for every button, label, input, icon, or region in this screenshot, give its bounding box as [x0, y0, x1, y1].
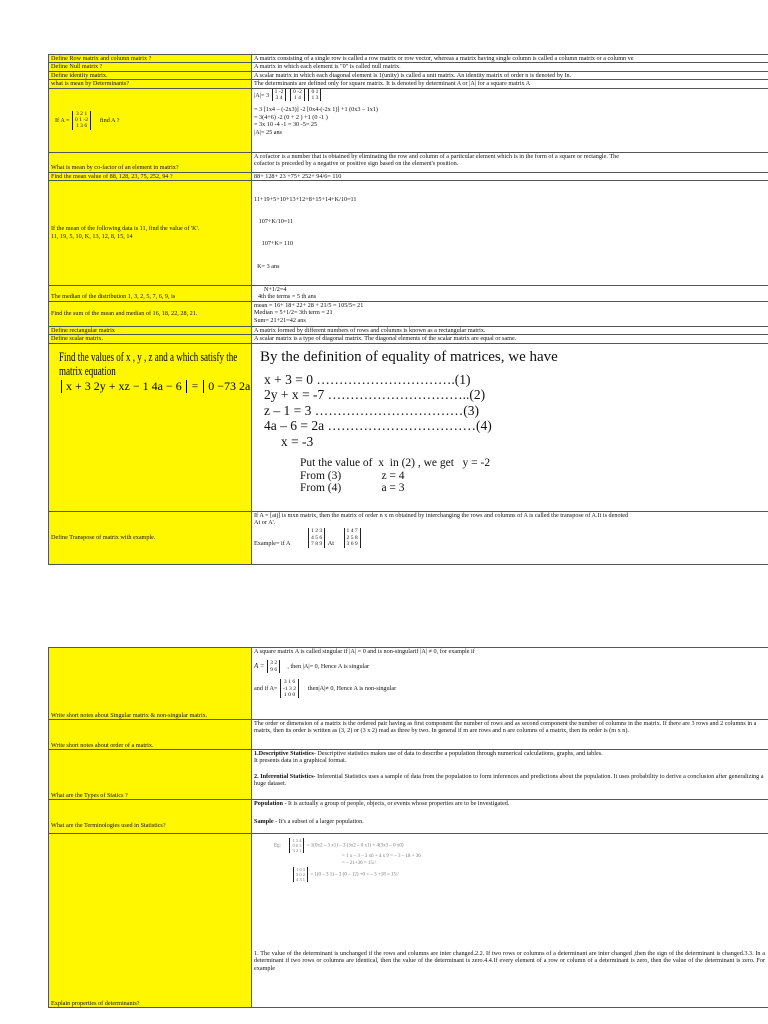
answer-text: |A|= 3 [254, 91, 270, 99]
question-text: Define scalar matrix. [51, 335, 104, 343]
question-cell[interactable] [49, 172, 252, 180]
matrix-row: 1 4 7 [346, 528, 358, 535]
answer-cell[interactable] [252, 88, 768, 152]
question-text: Define identity matrix. [51, 71, 108, 79]
question-text: Find the mean value of 88, 128, 23, 75, 252, 94 ? [51, 172, 173, 180]
answer-text: The determinants are defined only for square matrix. It is denoted by determinant A or |A| for a square matrix A [254, 80, 531, 88]
minor-matrix [308, 89, 321, 102]
qa-table-bottom [48, 647, 768, 1008]
question-text: matrix equation [59, 363, 116, 378]
answer-text: = 3x 10 -4 -1 = 30 -5= 25 [254, 121, 318, 129]
answer-text: If A = [aij] is mxn matrix, then the matrix of order n x m obtained by interchanging the rows and columns of A is called the transpose of A.It is denoted [254, 511, 629, 519]
answer-text: K= 3 ans [254, 262, 280, 270]
question-cell[interactable] [49, 720, 252, 750]
question-text: Write short notes about Singular matrix & non-singular matrix. [51, 711, 208, 719]
answer-text: - Descriptive statistics makes use of data to describe a population through numerical calculations, graphs, and tables. [313, 750, 603, 757]
answer-text: = 1(0 – 3 1) – 3 (0 – 12) +0 = – 3 +18 = 15// [310, 872, 399, 878]
answer-text: cofactor is preceded by a negative or positive sign based on the element's position. [254, 160, 459, 168]
matrix-row: 0 1 -2 [75, 116, 89, 123]
question-text: find A ? [99, 116, 120, 124]
answer-text: Sum= 21+21=42 ans [254, 316, 306, 324]
answer-text: Eg: [274, 843, 281, 849]
answer-cell[interactable] [252, 648, 768, 720]
answer-cell[interactable] [252, 181, 768, 286]
answer-text: = 3 [1x4 – (-2x3)] -2 [0x4-(-2x 1)] +1 (0x3 – 1x1) [254, 106, 378, 114]
answer-text: At [327, 540, 334, 548]
matrix-row: 2 5 8 [346, 534, 358, 541]
question-cell[interactable] [49, 181, 252, 286]
answer-cell[interactable] [252, 511, 768, 564]
matrix-row: 0 1 [311, 88, 319, 95]
matrix-a [72, 111, 91, 130]
matrix-row: 3 2a [229, 378, 251, 393]
term-label: 2. Inferential Statistics- [254, 772, 316, 780]
term-label: Population [254, 800, 283, 807]
question-cell[interactable] [49, 750, 252, 800]
answer-text: Inferential Statistics uses a sample of data from the population to form inferences and predictions about the population. It uses probability to derive a conclusion after generalizing a huge dataset. [254, 772, 764, 788]
answer-text: From (3) z = 4 [300, 469, 405, 482]
question-text: What are the Terminologies used in Statistics? [51, 821, 166, 829]
question-cell[interactable] [49, 834, 252, 1008]
matrix-row: x + 3 2y + x [66, 378, 125, 393]
question-text: Write short notes about order of a matrix. [51, 741, 154, 749]
table-row [49, 88, 768, 152]
answer-cell[interactable] [252, 63, 768, 71]
question-cell[interactable] [49, 800, 252, 834]
matrix-row: 4 5 6 [311, 534, 323, 541]
question-text: The median of the distribution 1, 3, 2, 5, 7, 6, 9, is [51, 293, 176, 301]
matrix-row: 1 -2 [274, 88, 284, 95]
question-text: Define Null matrix ? [51, 63, 103, 71]
equation: 2y + x = -7 …………………………..(2) [264, 387, 486, 403]
matrix-a [308, 528, 325, 547]
answer-text: A = [254, 662, 265, 671]
answer-cell[interactable] [252, 152, 768, 172]
question-cell[interactable]: Find the values of x , y , z and a which satisfy the matrix equation x + 3 2y + xz − 1 4a − 6 = 0 −73 2a [49, 343, 252, 511]
equation: x + 3 = 0 ………………………….(1) [264, 371, 471, 387]
question-text: what is mean by Determinants? [51, 80, 130, 88]
table-row [49, 172, 768, 180]
answer-cell[interactable] [252, 80, 768, 88]
determinant-example: 1 0 3 3 0 2 4 3 1 [293, 867, 308, 882]
question-text: Find the sum of the mean and median of 16, 18, 22, 28, 21. [51, 310, 198, 318]
table-row [49, 720, 768, 750]
table-row [49, 800, 768, 834]
question-cell[interactable] [49, 152, 252, 172]
matrix-row: 1 4 [293, 95, 301, 102]
matrix-row: 1 3 [311, 95, 319, 102]
question-text: If the mean of the following data is 11, find the value of 'K'. [51, 225, 200, 233]
question-cell[interactable] [49, 55, 252, 63]
answer-text: A scalar matrix in which each diagonal element is 1(unity) is called a unit matrix. An identity matrix of order n is denoted by In. [254, 71, 572, 79]
question-text: Define Row matrix and column matrix ? [51, 55, 152, 62]
equation: 4a – 6 = 2a ……………………………(4) [264, 418, 492, 434]
lhs-matrix [61, 380, 187, 393]
question-text: If A = [55, 116, 70, 124]
answer-heading: By the definition of equality of matrices, we have [260, 348, 558, 365]
minor-matrix [272, 89, 287, 102]
table-row [49, 181, 768, 286]
answer-text: 11+19+5+10+13+12+8+15+14+K/10=11 [254, 195, 357, 203]
answer-text: From (4) a = 3 [300, 482, 405, 495]
answer-cell[interactable] [252, 172, 768, 180]
answer-text: 107+K/10=11 [254, 218, 294, 226]
worksheet-top [48, 54, 768, 565]
answer-cell[interactable] [252, 750, 768, 800]
answer-cell[interactable] [252, 285, 768, 301]
answer-text: , then |A|= 0, Hence A is singular [287, 663, 370, 671]
table-row [49, 343, 768, 511]
table-row [49, 326, 768, 334]
answer-text: = 1(0x2 – 3 x1) – 3 (3x2 – 0 x1) + 4(3x3 – 0 x0) [306, 843, 404, 849]
answer-text: A matrix consisting of a single row is called a row matrix or row vector, whereas a matrix having single column is called a column matrix or a column ve [254, 55, 634, 62]
table-row [49, 152, 768, 172]
answer-text: The order or dimension of a matrix is the ordered pair having as first component the number of rows and as second component the number of columns in the matrix. If there are 3 rows and 2 columns in a matrix, then its order is written as (3, 2) or (3 x 2) read as three by two. In general if m are rows and n are columns of a matrix, then its order is (m x n). [254, 720, 757, 735]
answer-text: 88+ 128+ 23 +75+ 252+ 94/6= 110 [254, 172, 342, 180]
table-row [49, 71, 768, 79]
answer-text: mean = 16+ 18+ 22+ 28 + 21/5 = 105/5= 21 [254, 301, 364, 309]
answer-text: Example= if A [254, 540, 291, 548]
matrix-row: 0 −7 [208, 378, 230, 393]
table-row [49, 301, 768, 326]
answer-text: N+1/2=4 [264, 285, 287, 293]
question-text: What are the Types of Statics ? [51, 791, 128, 799]
answer-cell[interactable] [252, 335, 768, 343]
matrix-row: 7 8 9 [311, 541, 323, 548]
answer-text: = 1 x – 3 – 3 x6 + 4 x 9 = – 3 – 18 + 36 [342, 854, 421, 859]
answer-cell[interactable] [252, 720, 768, 750]
answer-text: and if A= [254, 685, 278, 693]
answer-text: It presents data in a graphical format. [254, 757, 347, 765]
question-cell[interactable] [49, 88, 252, 152]
question-text: Explain properties of determinants? [51, 999, 140, 1007]
matrix-row: 3 4 [275, 95, 283, 102]
matrix-row: 1 3 6 [75, 123, 88, 130]
matrix-row: 3 2 [270, 660, 278, 667]
matrix-row: 3 1 6 [283, 679, 296, 686]
question-text: Find the values of x , y , z and a which satisfy the [59, 349, 238, 364]
question-cell[interactable] [49, 301, 252, 326]
answer-text: then|A|≠ 0, Hence A is non-singular [307, 685, 397, 693]
answer-text: A square matrix A is called singular if |A| = 0 and is non-singularif |A| ≠ 0, for example if [254, 648, 475, 655]
matrix-row: -1 3 2 [282, 685, 297, 692]
answer-cell[interactable] [252, 326, 768, 334]
answer-text: - It is actually a group of people, objects, or events whose properties are to be investigated. [282, 800, 510, 807]
answer-cell[interactable] [252, 301, 768, 326]
answer-text: = 3(4+6) -2 (0 + 2 ) +1 (0 -1 ) [254, 113, 328, 121]
question-cell[interactable] [49, 648, 252, 720]
answer-text: A matrix formed by different numbers of rows and columns is known as a rectangular matrix. [254, 326, 486, 334]
question-text: Define rectangular matrix [51, 326, 115, 334]
question-text: 11, 19, 5, 10, K, 13, 12, 8, 15, 14 [51, 232, 133, 240]
answer-text: At or A'. [254, 518, 276, 526]
question-cell[interactable] [49, 285, 252, 301]
matrix-row: 0 -2 [293, 88, 302, 95]
answer-cell[interactable] [252, 834, 768, 1008]
answer-text: |A|= 25 ans [254, 128, 282, 136]
answer-cell[interactable] [252, 55, 768, 63]
matrix-row: 1 0 0 [283, 692, 296, 699]
table-row [49, 511, 768, 564]
minor-matrix [290, 89, 305, 102]
answer-text: 4th the terms = 5 th ans [258, 293, 317, 301]
table-row [49, 80, 768, 88]
matrix-a-transpose [344, 528, 361, 547]
question-cell[interactable] [49, 335, 252, 343]
qa-table-top [48, 54, 768, 565]
question-text: What is mean by co-factor of an element in matrix? [51, 164, 179, 172]
matrix-row: 9 6 [270, 666, 278, 673]
table-row [49, 55, 768, 63]
question-text: Define Transpose of matrix with example. [51, 533, 156, 541]
answer-text: - It's a subset of a larger population. [273, 818, 364, 826]
table-row [49, 648, 768, 720]
table-row [49, 750, 768, 800]
singular-matrix [267, 660, 280, 673]
answer-cell[interactable] [252, 800, 768, 834]
rhs-matrix [203, 380, 251, 393]
answer-text: A cofactor is a number that is obtained by eliminating the row and column of a particular element which is in the form of a square or rectangle. The [254, 152, 620, 160]
equation: x = -3 [264, 433, 314, 449]
question-cell[interactable] [49, 80, 252, 88]
answer-text: Put the value of x in (2) , we get y = -2 [300, 457, 491, 470]
question-cell[interactable] [49, 71, 252, 79]
question-cell[interactable] [49, 326, 252, 334]
answer-text: 1. The value of the determinant is unchanged if the rows and columns are inter changed.2.2. If two rows or columns of a determinant are inter changed ,then the sign of the determinant is changed.3.3. In a determinant if two rows or columns are identical, then the value of the determinant is zero.4.4.If every element of a row or column of a determinant is zero, then the value of the determinant is zero. For example [254, 950, 765, 972]
matrix-row: 1 2 3 [311, 528, 323, 535]
answer-text: 107+K= 110 [254, 240, 294, 248]
question-cell[interactable] [49, 511, 252, 564]
matrix-row: 3 6 9 [346, 541, 358, 548]
question-cell[interactable] [49, 63, 252, 71]
answer-text: A matrix in which each element is "0" is called null matrix. [254, 63, 401, 71]
term-label: Sample [254, 818, 274, 826]
matrix-row: 3 2 1 [75, 110, 88, 117]
table-row [49, 335, 768, 343]
equation: z – 1 = 3 ……………………………(3) [264, 402, 479, 418]
table-row [49, 834, 768, 1008]
answer-text: = – 21+36 = 15// [342, 861, 376, 866]
nonsingular-matrix [280, 679, 299, 698]
table-row [49, 63, 768, 71]
term-label: 1.Descriptive Statistics [254, 750, 314, 757]
answer-cell[interactable] [252, 343, 768, 511]
matrix-row: z − 1 4a − 6 [124, 378, 182, 393]
answer-text: Median = 5+1/2= 3th term = 21 [254, 309, 333, 317]
table-row [49, 285, 768, 301]
answer-cell[interactable] [252, 71, 768, 79]
answer-text: A scalar matrix is a type of diagonal matrix. The diagonal elements of the scalar matrix are equal or same. [254, 335, 517, 343]
worksheet-bottom [48, 647, 768, 1008]
determinant-example: 1 3 4 0 0 3 3 2 1 [289, 838, 304, 853]
